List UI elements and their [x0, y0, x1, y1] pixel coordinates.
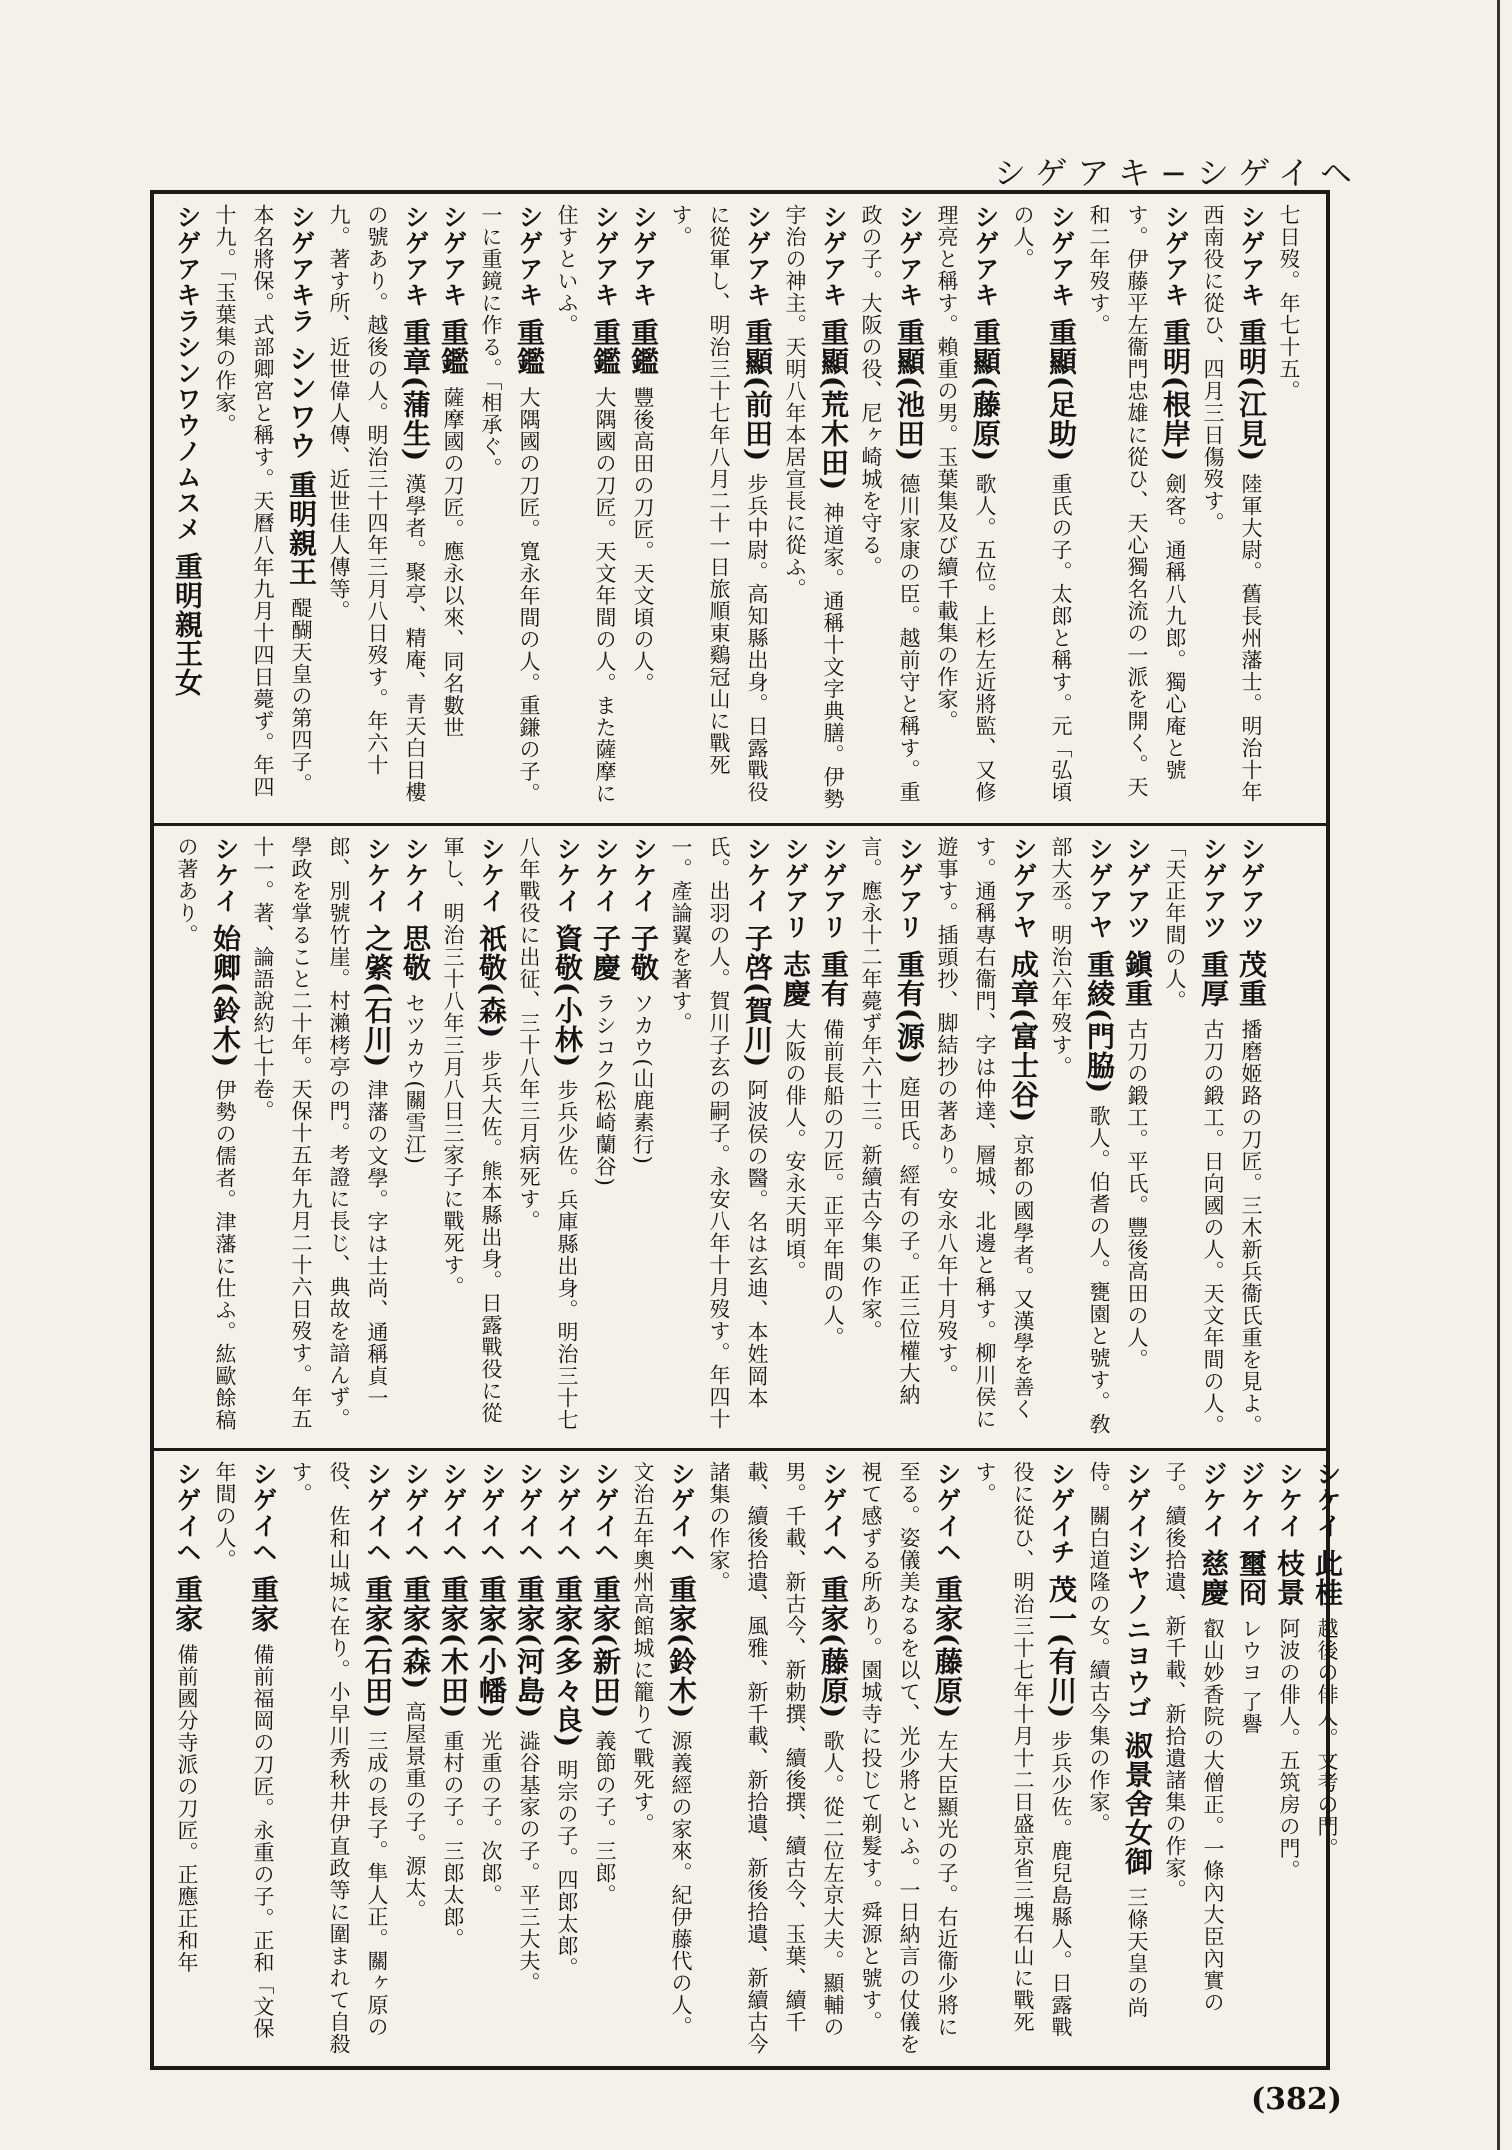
entry-text: 大阪の俳人。安永天明頃。: [783, 1018, 807, 1283]
dictionary-entry: [168, 836, 244, 1438]
entry-kanji: 璽冏: [1235, 1548, 1268, 1618]
entry-kanji: 祇敬(森): [475, 923, 508, 1050]
entry-kanji: 重顯(藤原): [969, 317, 1002, 473]
entry-headword: シゲイヘ: [667, 1461, 696, 1575]
entry-kanji: 重家(河島): [513, 1574, 546, 1730]
dictionary-entry: [852, 204, 928, 813]
dictionary-entry: [396, 836, 434, 1438]
entry-kanji: 重有: [817, 949, 850, 1019]
entry-text: 叡山妙香院の大僧正。一條內大臣內實の子。續後拾遺、新千載、新拾遺諸集の作家。: [1163, 1461, 1225, 2014]
dictionary-entry: [548, 204, 624, 813]
entry-text: 七日歿。年七十五。: [1277, 204, 1301, 402]
dictionary-entry: [1004, 204, 1080, 813]
entry-text: 步兵少佐。兵庫縣出身。明治三十七八年戰役に出征、三十八年三月病死す。: [517, 836, 579, 1431]
entry-text: 重氏の子。太郎と稱す。元「弘頃の人。: [1011, 204, 1073, 803]
entry-headword: シゲアキ: [591, 204, 620, 318]
entry-headword: シケイ: [401, 836, 430, 924]
entry-text: 源義經の家來。紀伊藤代の人。文治五年奧州高館城に籠りて戰死す。: [631, 1461, 693, 2038]
entry-headword: シゲアリ: [819, 836, 848, 950]
entry-headword: シゲアツ: [1237, 836, 1266, 950]
entry-headword: シゲアキ: [629, 204, 658, 318]
entry-kanji: 茂一(有川): [1045, 1574, 1078, 1730]
dictionary-entry: [928, 836, 1042, 1438]
dictionary-entry: [1232, 1461, 1270, 2056]
entry-kanji: 此桂: [1311, 1548, 1344, 1618]
dictionary-entry: [662, 204, 776, 813]
entry-text: 播磨姬路の刀匠。三木新兵衞氏重を見よ。: [1239, 1018, 1263, 1437]
entry-headword: シゲアキラシンワウノムスメ: [173, 204, 202, 552]
entry-headword: シゲイヘ: [401, 1461, 430, 1575]
entry-headword: シゲアツ: [1123, 836, 1152, 950]
entry-headword: シゲアキ: [743, 204, 772, 318]
entry-headword: シゲイシヤノニヨウゴ: [1123, 1461, 1152, 1731]
dictionary-entry: [586, 1461, 624, 2056]
entry-headword: シケイ: [591, 836, 620, 924]
entry-text: 德川家康の臣。越前守と稱す。重政の子。大阪の役、尼ヶ崎城を守る。: [859, 204, 921, 803]
entry-kanji: 子敬: [627, 923, 660, 993]
entry-kanji: 重家: [247, 1574, 280, 1644]
entry-kanji: 重家(多々良): [551, 1574, 584, 1759]
entry-kanji: 重鑑: [437, 317, 470, 387]
entry-headword: シゲイヘ: [515, 1461, 544, 1575]
entry-headword: シゲイヘ: [477, 1461, 506, 1575]
entry-kanji: 重有(源): [893, 949, 926, 1076]
entry-columns: [168, 204, 1308, 813]
entry-kanji: 重綾(門脇): [1083, 949, 1116, 1105]
entry-text: 高屋景重の子。源太。: [403, 1700, 427, 1921]
entry-headword: シゲイヘ: [591, 1461, 620, 1575]
page-edge-line: [1497, 0, 1500, 2150]
dictionary-entry: [1270, 1461, 1308, 2056]
dictionary-entry: [472, 1461, 510, 2056]
entry-headword: シゲアキ: [1237, 204, 1266, 318]
dictionary-entry: [1232, 836, 1270, 1438]
entry-headword: シケイ: [743, 836, 772, 924]
entry-headword: シケイ: [553, 836, 582, 924]
dictionary-entry: [624, 1461, 700, 2056]
dictionary-entry: [206, 204, 320, 813]
entry-text: 京都の國學者。又漢學を善くす。通稱專右衞門、字は仲達、層城、北邊と稱す。柳川侯に遊事す。插頭抄、脚結抄の著あり。安永八年十月歿す。: [935, 836, 1035, 1430]
entry-kanji: 重鑑: [589, 317, 622, 387]
entry-text: 備前國分寺派の刀匠。正應正和年: [175, 1643, 199, 1974]
entry-kanji: 重家(小幡): [475, 1574, 508, 1730]
entry-text: 歌人。伯耆の人。甕園と號す。敎部大丞。明治六年歿す。: [1049, 836, 1111, 1435]
entry-headword: ジケイ: [1199, 1461, 1228, 1549]
entry-headword: シゲイヘ: [819, 1461, 848, 1575]
entry-headword: シゲアリ: [895, 836, 924, 950]
entry-kanji: 重家(森): [399, 1574, 432, 1701]
entry-columns: [168, 836, 1270, 1438]
section-bottom: [154, 1451, 1344, 2066]
entry-headword: シケイ: [629, 836, 658, 924]
entry-kanji: 重鑑: [513, 317, 546, 387]
entry-headword: シゲアツ: [1199, 836, 1228, 950]
entry-kanji: 資敬(小林): [551, 923, 584, 1079]
entry-kanji: 重家(新田): [589, 1574, 622, 1730]
dictionary-entry: [320, 204, 434, 813]
entry-kanji: 重顯(荒木田): [817, 317, 850, 502]
entry-kanji: 重章(蒲生): [399, 317, 432, 473]
entry-kanji: 淑景舍女御: [1121, 1730, 1154, 1887]
entry-text: 伊勢の儒者。津藩に仕ふ。紘歐餘稿の著あり。: [175, 836, 237, 1431]
entry-text: 左大臣顯光の子。右近衞少將に至る。姿儀美なるを以て、光少將といふ。一日納言の仗儀を視て感ずる所あり。園城寺に投じて剃髮す。舜源と號す。: [859, 1461, 959, 2055]
dictionary-entry: [434, 204, 472, 813]
entry-headword: シゲイヘ: [553, 1461, 582, 1575]
entry-text: 明宗の子。四郎太郎。: [555, 1758, 579, 1979]
dictionary-entry: [662, 836, 776, 1438]
entry-text: ラシコク(松崎蘭谷): [593, 992, 617, 1187]
entry-headword: シゲイヘ: [363, 1461, 392, 1575]
dictionary-entry: [928, 204, 1004, 813]
dictionary-entry: [1080, 204, 1194, 813]
entry-columns: [168, 1461, 1346, 2056]
entry-headword: シゲアヤ: [1009, 836, 1038, 950]
entry-kanji: 重家: [171, 1574, 204, 1644]
entry-kanji: 始卿(鈴木): [209, 923, 242, 1079]
entry-kanji: 重鑑: [627, 317, 660, 387]
entry-headword: シゲイヘ: [173, 1461, 202, 1575]
dictionary-entry: [1042, 836, 1118, 1438]
entry-kanji: 重明(江見): [1235, 317, 1268, 473]
entry-kanji: 成章(富士谷): [1007, 949, 1040, 1134]
entry-text: 陸軍大尉。舊長州藩士。明治十年西南役に從ひ、四月三日傷歿す。: [1201, 204, 1263, 803]
entry-headword: シケイ: [363, 836, 392, 924]
entry-kanji: 思敬: [399, 923, 432, 993]
entry-headword: シゲイヘ: [439, 1461, 468, 1575]
dictionary-entry: [586, 836, 624, 1438]
entry-text: 三條天皇の尚侍。關白道隆の女。續古今集の作家。: [1087, 1461, 1149, 2019]
entry-kanji: 重家(石田): [361, 1574, 394, 1730]
dictionary-entry: [1270, 204, 1308, 813]
entry-text: 大隅國の刀匠。天文年間の人。また薩摩に住すといふ。: [555, 204, 617, 805]
entry-text: 義節の子。三郎。: [593, 1729, 617, 1906]
entry-text: 歌人。五位。上杉左近將監、又修理亮と稱す。賴重の男。玉葉集及び續千載集の作家。: [935, 204, 997, 803]
entry-kanji: 重明(根岸): [1159, 317, 1192, 473]
dictionary-entry: [1308, 1461, 1346, 2056]
entry-text: 庭田氏。經有の子。正三位權大納言。應永十二年薨ず年六十三。新續古今集の作家。: [859, 836, 921, 1406]
entry-text: 澁谷基家の子。平三大夫。: [517, 1729, 541, 1994]
entry-headword: シゲアキ: [819, 204, 848, 318]
dictionary-entry: [1194, 204, 1270, 813]
entry-kanji: シンワウ 重明親王: [285, 343, 318, 598]
dictionary-entry: [852, 1461, 966, 2056]
entry-text: 步兵中尉。高知縣出身。日露戰役に從軍し、明治三十七年八月二十一日旅順東鷄冠山に戰死す。: [669, 204, 769, 803]
dictionary-entry: [510, 836, 586, 1438]
dictionary-entry: [700, 1461, 852, 2056]
dictionary-entry: [396, 1461, 434, 2056]
dictionary-entry: [624, 204, 662, 813]
entry-kanji: 重明親王女: [171, 551, 204, 697]
entry-text: 古刀の鍛工。日向國の人。天文年間の人。「天正年間の人。: [1163, 836, 1225, 1437]
entry-text: 大隅國の刀匠。寬永年間の人。重鎌の子。一に重鏡に作る。「相承ぐ。: [479, 204, 541, 805]
entry-text: 越後の俳人。文考の門。: [1315, 1617, 1339, 1860]
entry-text: 步兵大佐。熊本縣出身。日露戰役に從軍し、明治三十八年三月八日三家子に戰死す。: [441, 836, 503, 1424]
entry-headword: シゲアキ: [401, 204, 430, 318]
dictionary-entry: [472, 204, 548, 813]
dictionary-entry: [206, 1461, 282, 2056]
dictionary-entry: [852, 836, 928, 1438]
entry-headword: シゲイチ: [1047, 1461, 1076, 1575]
entry-kanji: 重家(木田): [437, 1574, 470, 1730]
dictionary-entry: [244, 836, 396, 1438]
entry-headword: シゲアキ: [1047, 204, 1076, 318]
dictionary-entry: [1156, 836, 1232, 1438]
entry-kanji: 重家(鈴木): [665, 1574, 698, 1730]
entry-text: 津藩の文學。字は士尚、通稱貞一郎、別號竹崖。村瀨栲亭の門。考證に長じ、典故を諳んず。學政を掌ること二十年。天保十五年九月二十六日歿す。年五十一。著、論語說約七十卷。: [251, 836, 389, 1430]
dictionary-entry: [1118, 836, 1156, 1438]
entry-kanji: 慈慶: [1197, 1548, 1230, 1618]
entry-kanji: 茂重: [1235, 949, 1268, 1019]
entry-text: 阿波侯の醫。名は玄迪、本姓岡本氏。出羽の人。賀川子玄の嗣子。永安八年十月歿す。年四十一。產論翼を著す。: [669, 836, 769, 1430]
entry-text: 光重の子。次郎。: [479, 1729, 503, 1906]
entry-headword: ジケイ: [1237, 1461, 1266, 1549]
dictionary-entry: [1080, 1461, 1156, 2056]
entry-text: 歌人。從二位左京大夫。顯輔の男。千載、新古今、新勅撰、續後撰、續古今、玉葉、續千載、續後拾遺、風雅、新千載、新拾遺、新後拾遺、新續古今諸集の作家。: [707, 1461, 845, 2055]
entry-text: セツカウ(關雪江): [403, 992, 427, 1165]
dictionary-entry: [624, 836, 662, 1438]
dictionary-entry: [434, 836, 510, 1438]
entry-text: 阿波の俳人。五筑房の門。: [1277, 1617, 1301, 1882]
dictionary-entry: [966, 1461, 1080, 2056]
entry-kanji: 子啓(賀川): [741, 923, 774, 1079]
dictionary-entry: [168, 204, 206, 813]
entry-kanji: 子慶: [589, 923, 622, 993]
entry-headword: シケイ: [211, 836, 240, 924]
entry-headword: シゲアリ: [781, 836, 810, 950]
dictionary-entry: [168, 1461, 206, 2056]
page-number: (382): [1250, 2082, 1342, 2117]
entry-text: 備前長船の刀匠。正平年間の人。: [821, 1018, 845, 1349]
entry-kanji: 重家(藤原): [931, 1574, 964, 1730]
dictionary-entry: [282, 1461, 396, 2056]
entry-text: ソカウ(山鹿素行): [631, 992, 655, 1165]
entry-kanji: 重厚: [1197, 949, 1230, 1019]
entry-text: 古刀の鍛工。平氏。豐後高田の人。: [1125, 1018, 1149, 1371]
running-head: シゲアキ−シゲイヘ: [993, 154, 1362, 192]
entry-headword: シケイ: [1275, 1461, 1304, 1549]
entry-kanji: 重顯(前田): [741, 317, 774, 473]
dictionary-entry: [814, 836, 852, 1438]
dictionary-frame: [150, 190, 1344, 2070]
entry-text: 神道家。通稱十文字典膳。伊勢宇治の神主。天明八年本居宣長に從ふ。: [783, 204, 845, 810]
entry-headword: シケイ: [477, 836, 506, 924]
entry-kanji: 志慶: [779, 949, 812, 1019]
entry-kanji: 鎭重: [1121, 949, 1154, 1019]
dictionary-entry: [548, 1461, 586, 2056]
entry-text: 步兵少佐。鹿兒島縣人。日露戰役に從ひ、明治三十七年十月十二日盛京省三塊石山に戰死す。: [973, 1461, 1073, 2038]
entry-text: 劍客。通稱八九郎。獨心庵と號す。伊藤平左衞門忠雄に從ひ、天心獨名流の一派を開く。天和二年歿す。: [1087, 204, 1187, 798]
entry-text: 三成の長子。隼人正。關ヶ原の役、佐和山城に在り。小早川秀秋井伊直政等に圍まれて自殺す。: [289, 1461, 389, 2055]
entry-text: 漢學者。聚亭、精庵、青天白日樓の號あり。越後の人。明治三十四年三月八日歿す。年六十九。著す所、近世偉人傳、近世佳人傳等。: [327, 204, 427, 803]
entry-text: 重村の子。三郎太郎。: [441, 1729, 465, 1950]
dictionary-entry: [776, 836, 814, 1438]
entry-headword: シゲアキラ: [287, 204, 316, 344]
entry-headword: シゲアキ: [895, 204, 924, 318]
entry-text: レウヨ 了譽: [1239, 1617, 1263, 1736]
entry-text: 醍醐天皇の第四子。本名將保。式部卿宮と稱す。天曆八年九月十四日薨ず。年四十九。「玉葉集の作家。: [213, 204, 313, 798]
entry-kanji: 重顯(池田): [893, 317, 926, 473]
entry-headword: シケイ: [1313, 1461, 1342, 1549]
entry-kanji: 枝景: [1273, 1548, 1306, 1618]
section-top: [154, 194, 1326, 826]
entry-kanji: 重家(藤原): [817, 1574, 850, 1730]
dictionary-entry: [510, 1461, 548, 2056]
entry-text: 豐後高田の刀匠。天文頃の人。: [631, 386, 655, 695]
dictionary-entry: [1156, 1461, 1232, 2056]
entry-text: 薩摩國の刀匠。應永以來、同名數世: [441, 386, 465, 739]
dictionary-entry: [776, 204, 852, 813]
entry-headword: シゲアキ: [1161, 204, 1190, 318]
entry-headword: シゲイヘ: [249, 1461, 278, 1575]
entry-text: 備前福岡の刀匠。永重の子。正和「文保年間の人。: [213, 1461, 275, 2040]
entry-headword: シゲアキ: [515, 204, 544, 318]
entry-headword: シゲアヤ: [1085, 836, 1114, 950]
entry-headword: シゲアキ: [439, 204, 468, 318]
entry-headword: シゲアキ: [971, 204, 1000, 318]
dictionary-entry: [434, 1461, 472, 2056]
section-middle: [154, 826, 1326, 1451]
entry-kanji: 重顯(足助): [1045, 317, 1078, 473]
entry-kanji: 之綮(石川): [361, 923, 394, 1079]
entry-headword: シゲイヘ: [933, 1461, 962, 1575]
